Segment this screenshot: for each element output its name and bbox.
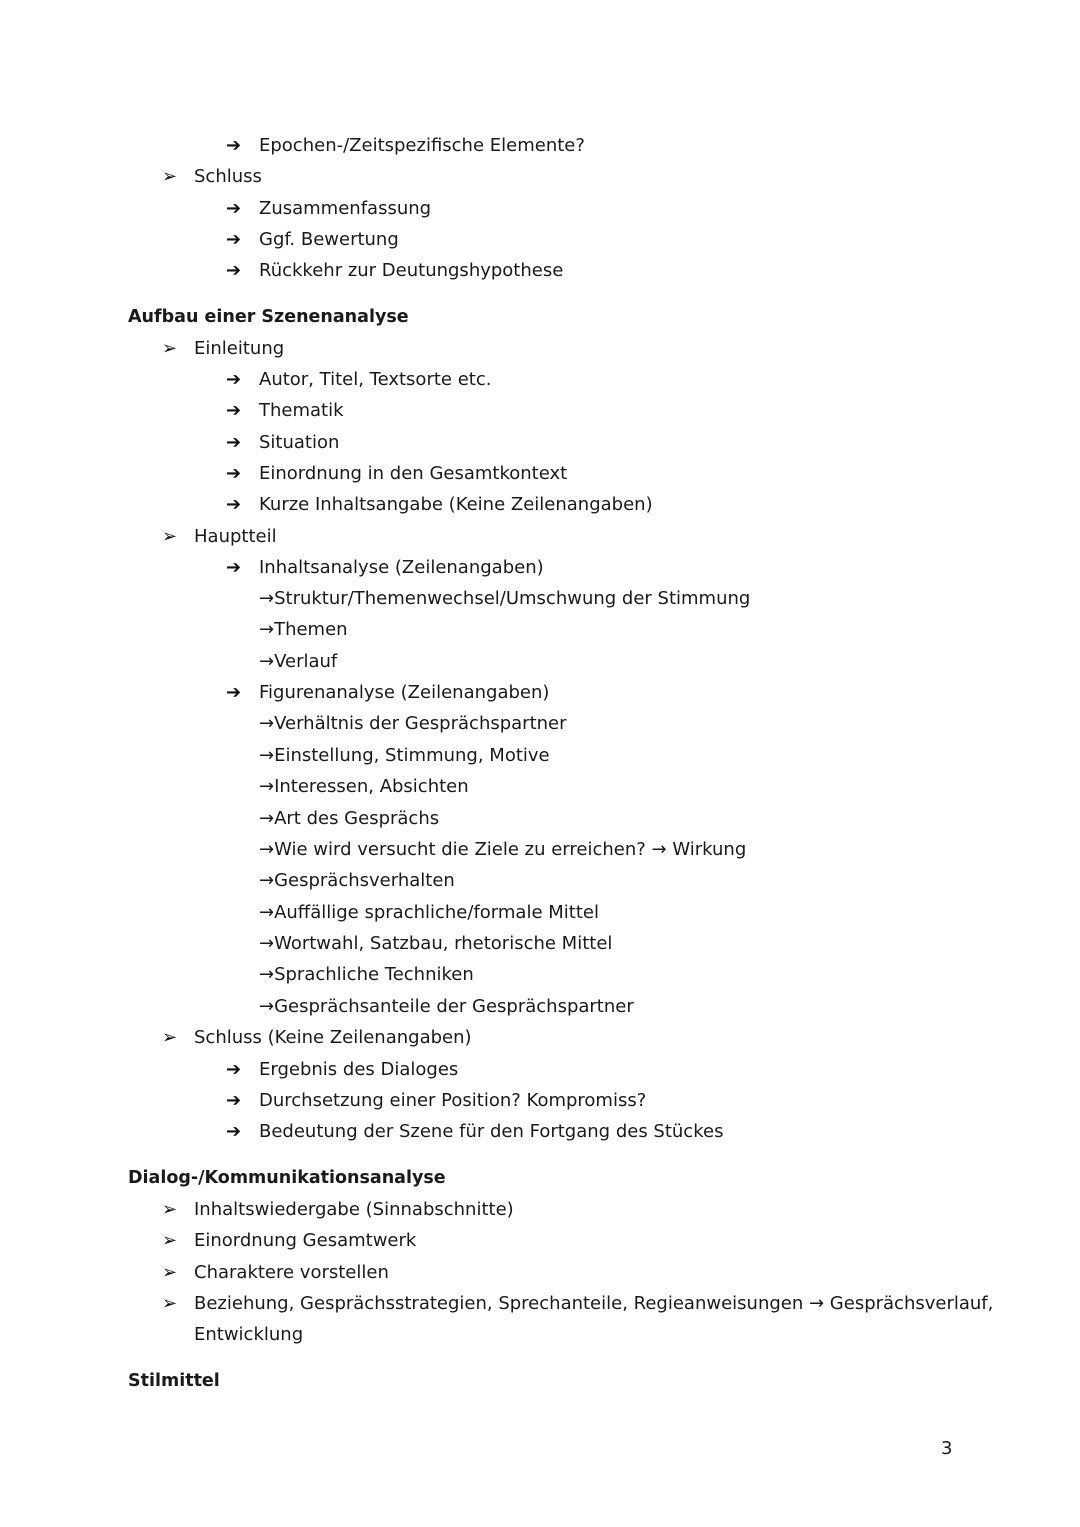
list-item-text: Einordnung Gesamtwerk xyxy=(194,1230,417,1251)
list-item-text: Rückkehr zur Deutungshypothese xyxy=(259,260,564,281)
triangle-bullet-icon: ➢ xyxy=(162,526,178,547)
detail-item-text: →Sprachliche Techniken xyxy=(259,964,474,985)
list-item-text: Schluss xyxy=(194,166,262,187)
detail-item-text: →Verlauf xyxy=(259,651,338,672)
detail-item-text: →Struktur/Themenwechsel/Umschwung der Stimmung xyxy=(259,588,751,609)
list-item-text: Schluss (Keine Zeilenangaben) xyxy=(194,1027,472,1048)
list-item-text: Inhaltsanalyse (Zeilenangaben) xyxy=(259,557,544,578)
section-heading: Aufbau einer Szenenanalyse xyxy=(128,307,409,327)
section-heading: Dialog-/Kommunikationsanalyse xyxy=(128,1168,446,1188)
list-item-text: Beziehung, Gesprächsstrategien, Sprechanteile, Regieanweisungen → Gesprächsverlauf, xyxy=(194,1293,994,1314)
bold-arrow-icon: ➔ xyxy=(226,229,242,250)
bold-arrow-icon: ➔ xyxy=(226,400,242,421)
detail-item-text: →Verhältnis der Gesprächspartner xyxy=(259,713,567,734)
bold-arrow-icon: ➔ xyxy=(226,260,242,281)
list-item-text: Durchsetzung einer Position? Kompromiss? xyxy=(259,1090,647,1111)
detail-item-text: →Auffällige sprachliche/formale Mittel xyxy=(259,902,599,923)
list-item-text: Thematik xyxy=(259,400,344,421)
bold-arrow-icon: ➔ xyxy=(226,1121,242,1142)
bold-arrow-icon: ➔ xyxy=(226,682,242,703)
triangle-bullet-icon: ➢ xyxy=(162,1199,178,1220)
bold-arrow-icon: ➔ xyxy=(226,557,242,578)
list-item-text: Figurenanalyse (Zeilenangaben) xyxy=(259,682,550,703)
list-item-text: Epochen-/Zeitspezifische Elemente? xyxy=(259,135,585,156)
detail-item-text: →Interessen, Absichten xyxy=(259,776,469,797)
bold-arrow-icon: ➔ xyxy=(226,494,242,515)
detail-item-text: →Themen xyxy=(259,619,348,640)
list-item-text: Entwicklung xyxy=(194,1324,304,1345)
list-item-text: Kurze Inhaltsangabe (Keine Zeilenangaben) xyxy=(259,494,653,515)
detail-item-text: →Art des Gesprächs xyxy=(259,808,440,829)
list-item-text: Bedeutung der Szene für den Fortgang des Stückes xyxy=(259,1121,724,1142)
bold-arrow-icon: ➔ xyxy=(226,198,242,219)
section-heading: Stilmittel xyxy=(128,1371,220,1391)
detail-item-text: →Gesprächsanteile der Gesprächspartner xyxy=(259,996,634,1017)
bold-arrow-icon: ➔ xyxy=(226,1090,242,1111)
page-number: 3 xyxy=(941,1438,953,1459)
triangle-bullet-icon: ➢ xyxy=(162,166,178,187)
list-item-text: Einleitung xyxy=(194,338,285,359)
triangle-bullet-icon: ➢ xyxy=(162,1293,178,1314)
bold-arrow-icon: ➔ xyxy=(226,369,242,390)
detail-item-text: →Wortwahl, Satzbau, rhetorische Mittel xyxy=(259,933,613,954)
bold-arrow-icon: ➔ xyxy=(226,1059,242,1080)
detail-item-text: →Wie wird versucht die Ziele zu erreichen? → Wirkung xyxy=(259,839,747,860)
triangle-bullet-icon: ➢ xyxy=(162,338,178,359)
list-item-text: Ergebnis des Dialoges xyxy=(259,1059,459,1080)
triangle-bullet-icon: ➢ xyxy=(162,1262,178,1283)
list-item-text: Situation xyxy=(259,432,340,453)
list-item-text: Zusammenfassung xyxy=(259,198,432,219)
bold-arrow-icon: ➔ xyxy=(226,463,242,484)
bold-arrow-icon: ➔ xyxy=(226,432,242,453)
list-item-text: Einordnung in den Gesamtkontext xyxy=(259,463,568,484)
bold-arrow-icon: ➔ xyxy=(226,135,242,156)
list-item-text: Ggf. Bewertung xyxy=(259,229,399,250)
list-item-text: Autor, Titel, Textsorte etc. xyxy=(259,369,492,390)
triangle-bullet-icon: ➢ xyxy=(162,1230,178,1251)
list-item-text: Inhaltswiedergabe (Sinnabschnitte) xyxy=(194,1199,514,1220)
list-item-text: Hauptteil xyxy=(194,526,277,547)
detail-item-text: →Gesprächsverhalten xyxy=(259,870,455,891)
detail-item-text: →Einstellung, Stimmung, Motive xyxy=(259,745,550,766)
list-item-text: Charaktere vorstellen xyxy=(194,1262,389,1283)
triangle-bullet-icon: ➢ xyxy=(162,1027,178,1048)
